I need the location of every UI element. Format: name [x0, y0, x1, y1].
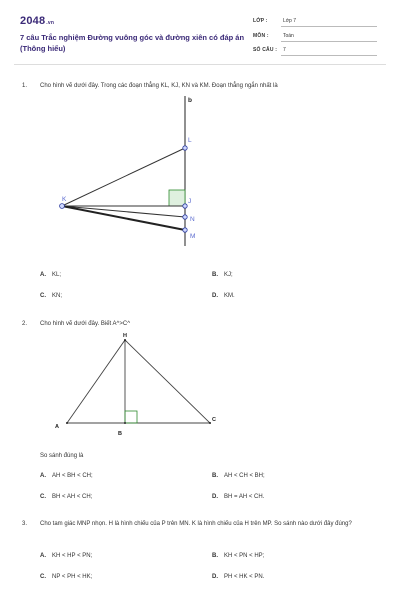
meta-value: 7 [283, 47, 286, 53]
question-number: 2. [22, 321, 28, 327]
answer-letter: D. [212, 574, 218, 580]
label-C: C [212, 417, 216, 423]
answer-2a[interactable] [40, 473, 93, 479]
answer-text: PH < HK < PN. [224, 574, 265, 580]
answer-text: BH = AH < CH. [224, 494, 265, 500]
answer-2b[interactable] [212, 473, 265, 479]
point-L [183, 146, 187, 150]
meta-key: MÔN : [253, 33, 269, 39]
answer-letter: C. [40, 574, 46, 580]
answer-letter: C. [40, 494, 46, 500]
answer-letter: C. [40, 293, 46, 299]
question-number: 1. [22, 83, 28, 89]
label-B: B [118, 431, 122, 437]
segment-KL [62, 148, 185, 206]
meta-value: Lớp 7 [283, 18, 297, 24]
question-text: Cho hình vẽ dưới đây. Biết A^>C^ [40, 321, 131, 327]
answer-text: KH < HP < PN; [52, 553, 93, 559]
answer-text: AH < BH < CH; [52, 473, 93, 479]
logo-main: 2048 [20, 15, 46, 27]
label-M: M [190, 233, 196, 240]
point-H [124, 339, 126, 341]
question-text: Cho tam giác MNP nhọn. H là hình chiếu của P trên MN. K là hình chiếu của H trên MP. So sánh nào dưới đây đúng? [40, 521, 352, 527]
right-angle-marker-2 [125, 411, 137, 423]
segment-KN [62, 206, 185, 217]
answer-2d[interactable] [212, 494, 264, 500]
point-A [66, 422, 68, 424]
triangle-AHC [67, 340, 210, 423]
answer-3c[interactable] [40, 574, 92, 580]
meta-key: LỚP : [253, 18, 268, 24]
point-N [183, 215, 187, 219]
label-J: J [188, 198, 192, 205]
answer-letter: B. [212, 473, 218, 479]
question-2-caption: So sánh đúng là [40, 453, 84, 459]
answer-letter: B. [212, 553, 218, 559]
answer-text: AH < CH < BH; [224, 473, 265, 479]
answer-text: KM. [224, 293, 235, 299]
point-B [124, 422, 126, 424]
logo-suffix: .vn [46, 20, 55, 26]
question-text: Cho hình vẽ dưới đây. Trong các đoạn thẳng KL, KJ, KN và KM. Đoạn thẳng ngắn nhất là [40, 83, 278, 89]
label-A: A [55, 424, 59, 430]
point-J [183, 204, 187, 208]
answer-text: BH < AH < CH; [52, 494, 93, 500]
answer-3a[interactable] [40, 553, 92, 559]
segment-KM [62, 206, 185, 230]
point-K [60, 204, 65, 209]
answer-1c[interactable] [40, 293, 62, 299]
right-angle-marker [169, 190, 185, 206]
answer-text: KH < PN < HP; [224, 553, 265, 559]
meta-key: SỐ CÂU : [253, 47, 278, 53]
label-L: L [188, 137, 192, 144]
point-C [209, 422, 211, 424]
answer-letter: A. [40, 553, 46, 559]
answer-letter: D. [212, 293, 218, 299]
answer-letter: A. [40, 473, 46, 479]
answer-3b[interactable] [212, 553, 264, 559]
answer-3d[interactable] [212, 574, 264, 580]
question-number: 3. [22, 521, 28, 527]
label-N: N [190, 216, 195, 223]
label-b: b [188, 97, 192, 104]
answer-letter: A. [40, 272, 46, 278]
document-title: 7 câu Trắc nghiệm Đường vuông góc và đường xiên có đáp án (Thông hiểu) [20, 33, 245, 53]
answer-text: KN; [52, 293, 63, 299]
answer-letter: D. [212, 494, 218, 500]
answer-letter: B. [212, 272, 218, 278]
point-M [183, 228, 187, 232]
label-K: K [62, 196, 67, 203]
answer-1a[interactable] [40, 272, 61, 278]
answer-text: NP < PH < HK; [52, 574, 93, 580]
answer-1b[interactable] [212, 272, 233, 278]
answer-text: KL; [52, 272, 62, 278]
answer-1d[interactable] [212, 293, 235, 299]
meta-value: Toán [283, 33, 294, 39]
label-H: H [123, 333, 127, 339]
answer-2c[interactable] [40, 494, 92, 500]
answer-text: KJ; [224, 272, 233, 278]
